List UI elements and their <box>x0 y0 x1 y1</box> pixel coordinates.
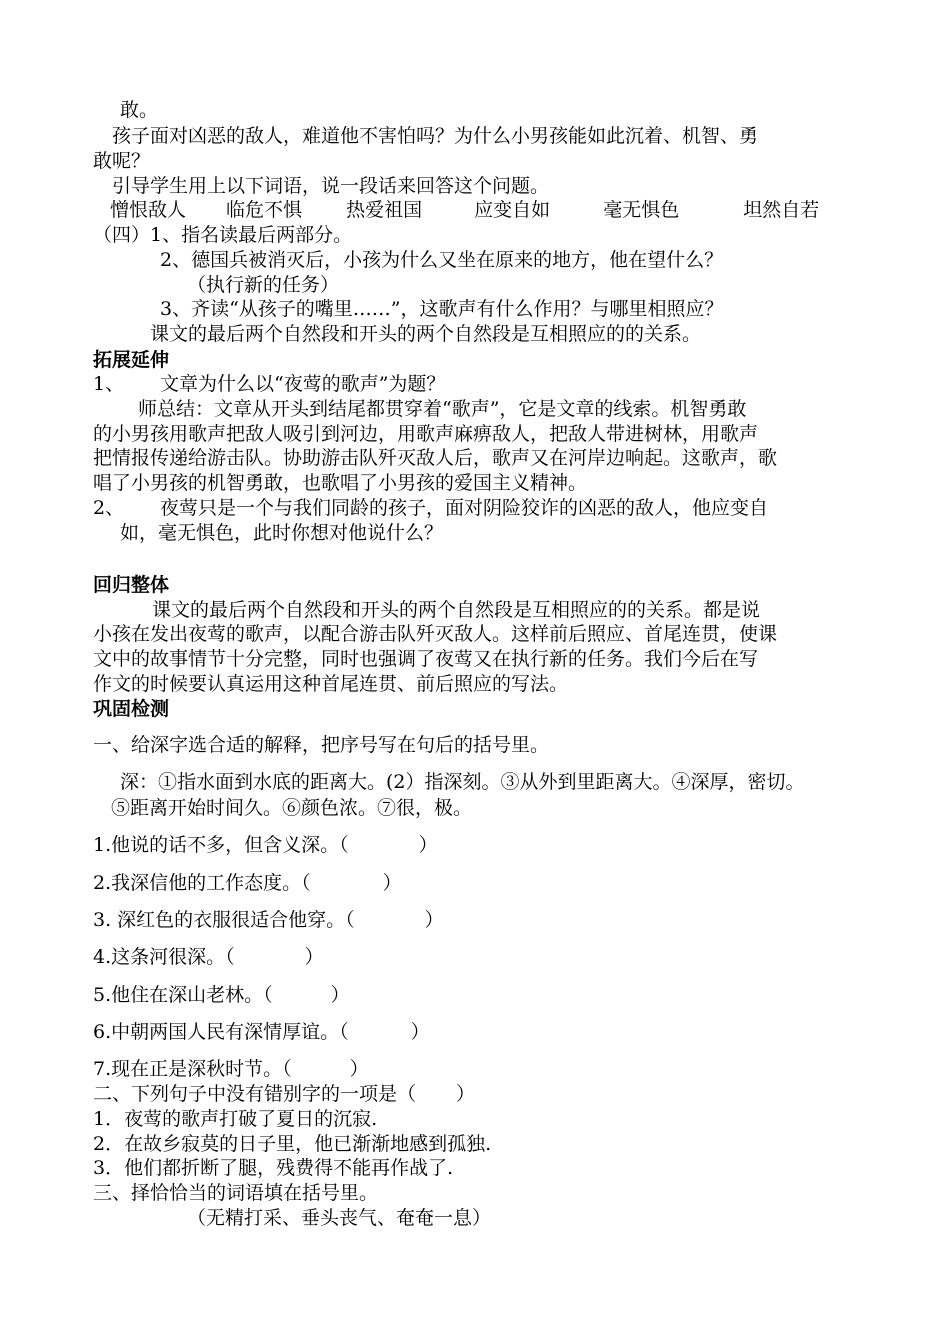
word-item: 毫无惧色 <box>603 199 680 221</box>
text-line: （四）1、指名读最后两部分。 <box>93 224 353 246</box>
text-line: 师总结：文章从开头到结尾都贯穿着“歌声”，它是文章的线索。机智勇敢 <box>138 398 747 420</box>
text-line: 文章为什么以“夜莺的歌声”为题？ <box>160 373 446 395</box>
word-item: 应变自如 <box>474 199 551 221</box>
word-list <box>110 198 819 222</box>
text-line: 唱了小男孩的机智勇敢，也歌唱了小男孩的爱国主义精神。 <box>93 472 588 494</box>
text-line: 敢。 <box>120 99 159 121</box>
exercise-item: 1.他说的话不多，但含义深。（ ） <box>93 834 438 856</box>
word-item: 坦然自若 <box>743 199 820 221</box>
text-line: 3、齐读“从孩子的嘴里……”，这歌声有什么作用？与哪里相照应？ <box>160 298 724 320</box>
text-line: （执行新的任务） <box>187 274 340 296</box>
definition-line: ⑤距离开始时间久。⑥颜色浓。⑦很，极。 <box>111 797 473 819</box>
exercise-title: 一、给深字选合适的解释，把序号写在句后的括号里。 <box>93 734 550 756</box>
section-heading: 回归整体 <box>93 574 170 596</box>
text-line: 敢呢？ <box>93 150 151 172</box>
text-line: 课文的最后两个自然段和开头的两个自然段是互相照应的的关系。 <box>150 323 702 345</box>
exercise-item: 5.他住在深山老林。（ ） <box>93 984 350 1006</box>
word-choices: （无精打采、垂头丧气、奄奄一息） <box>187 1207 492 1229</box>
text-line: 夜莺只是一个与我们同龄的孩子，面对阴险狡诈的凶恶的敌人，他应变自 <box>160 497 769 519</box>
exercise-item: 6.中朝两国人民有深情厚谊。（ ） <box>93 1021 430 1043</box>
exercise-item: 3. 深红色的衣服很适合他穿。（ ） <box>93 909 444 931</box>
section-heading: 巩固检测 <box>93 698 170 720</box>
list-number: 1、 <box>93 373 125 395</box>
text-line: 文中的故事情节十分完整，同时也强调了夜莺又在执行新的任务。我们今后在写 <box>93 648 759 670</box>
exercise-title: 三、择恰恰当的词语填在括号里。 <box>93 1182 379 1204</box>
text-line: 2、德国兵被消灭后，小孩为什么又坐在原来的地方，他在望什么？ <box>160 249 724 271</box>
list-number: 2、 <box>93 497 125 519</box>
exercise-item: 7.现在正是深秋时节。（ ） <box>93 1058 369 1080</box>
exercise-item: 4.这条河很深。（ ） <box>93 946 324 968</box>
text-line: 引导学生用上以下词语，说一段话来回答这个问题。 <box>112 175 550 197</box>
text-line: 孩子面对凶恶的敌人，难道他不害怕吗？为什么小男孩能如此沉着、机智、勇 <box>112 125 759 147</box>
exercise-item: 2.我深信他的工作态度。（ ） <box>93 872 402 894</box>
exercise-title: 二、下列句子中没有错别字的一项是（ ） <box>93 1083 476 1105</box>
section-heading: 拓展延伸 <box>93 349 170 371</box>
word-item: 临危不惧 <box>226 199 303 221</box>
option-line: 3．他们都折断了腿，残费得不能再作战了. <box>93 1157 454 1179</box>
definition-line: 深：①指水面到水底的距离大。(2）指深刻。③从外到里距离大。④深厚，密切。 <box>120 771 805 793</box>
text-line: 课文的最后两个自然段和开头的两个自然段是互相照应的的关系。都是说 <box>152 599 761 621</box>
word-item: 憎恨敌人 <box>110 199 187 221</box>
text-line: 把情报传递给游击队。协助游击队歼灭敌人后，歌声又在河岸边响起。这歌声，歌 <box>93 447 778 469</box>
word-item: 热爱祖国 <box>346 199 423 221</box>
option-line: 1．夜莺的歌声打破了夏日的沉寂. <box>93 1108 378 1130</box>
text-line: 作文的时候要认真运用这种首尾连贯、前后照应的写法。 <box>93 673 569 695</box>
text-line: 如，毫无惧色，此时你想对他说什么？ <box>120 522 444 544</box>
text-line: 小孩在发出夜莺的歌声，以配合游击队歼灭敌人。这样前后照应、首尾连贯，使课 <box>93 623 778 645</box>
text-line: 的小男孩用歌声把敌人吸引到河边，用歌声麻痹敌人，把敌人带进树林，用歌声 <box>93 423 759 445</box>
option-line: 2．在故乡寂莫的日子里，他已渐渐地感到孤独. <box>93 1133 492 1155</box>
